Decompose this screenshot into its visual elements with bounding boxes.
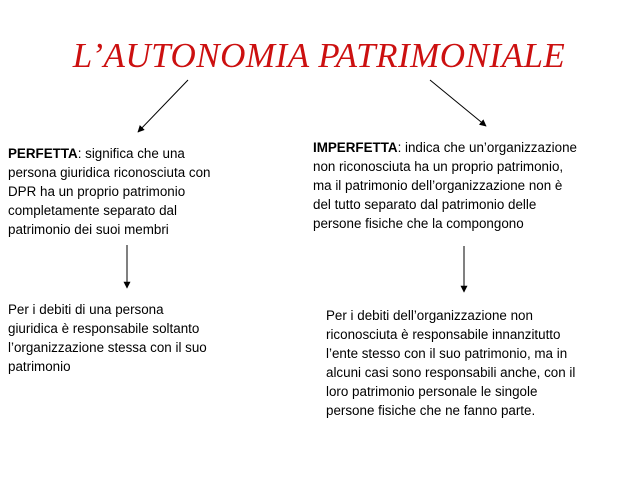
imperfetta-term: IMPERFETTA <box>313 140 398 155</box>
imperfetta-consequence-line-2: riconosciuta è responsabile innanzitutto <box>326 327 561 342</box>
imperfetta-line-2: non riconosciuta ha un proprio patrimonio, <box>313 159 564 174</box>
perfetta-consequence-line-3: l’organizzazione stessa con il suo <box>8 340 207 355</box>
imperfetta-consequence-line-4: alcuni casi sono responsabili anche, con il <box>326 365 576 380</box>
imperfetta-line-3: ma il patrimonio dell’organizzazione non è <box>313 178 563 193</box>
perfetta-line-5: patrimonio dei suoi membri <box>8 222 169 237</box>
imperfetta-consequence-line-3: l’ente stesso con il suo patrimonio, ma in <box>326 346 568 361</box>
perfetta-line-3: DPR ha un proprio patrimonio <box>8 184 186 199</box>
perfetta-line-4: completamente separato dal <box>8 203 177 218</box>
imperfetta-line-5: persone fisiche che la compongono <box>313 216 524 231</box>
imperfetta-definition <box>313 138 577 233</box>
arrow-title-to-perfetta <box>138 80 188 132</box>
perfetta-consequence-line-1: Per i debiti di una persona <box>8 302 164 317</box>
imperfetta-line-4: del tutto separato dal patrimonio delle <box>313 197 537 212</box>
arrow-title-to-imperfetta <box>430 80 486 126</box>
perfetta-definition <box>8 144 210 239</box>
perfetta-consequence <box>8 300 207 376</box>
imperfetta-line-1-text: : indica che un’organizzazione <box>397 140 577 155</box>
perfetta-consequence-line-4: patrimonio <box>8 359 71 374</box>
perfetta-line-1 <box>8 144 210 163</box>
perfetta-line-1-text: : significa che una <box>77 146 185 161</box>
diagram-title: L’AUTONOMIA PATRIMONIALE <box>72 36 566 75</box>
imperfetta-consequence-line-5: loro patrimonio personale le singole <box>326 384 538 399</box>
imperfetta-consequence-line-6: persone fisiche che ne fanno parte. <box>326 403 536 418</box>
perfetta-consequence-line-2: giuridica è responsabile soltanto <box>8 321 200 336</box>
perfetta-term: PERFETTA <box>8 146 78 161</box>
imperfetta-line-1 <box>313 138 577 157</box>
perfetta-line-2: persona giuridica riconosciuta con <box>8 165 211 180</box>
imperfetta-consequence <box>326 306 575 420</box>
imperfetta-consequence-line-1: Per i debiti dell’organizzazione non <box>326 308 533 323</box>
